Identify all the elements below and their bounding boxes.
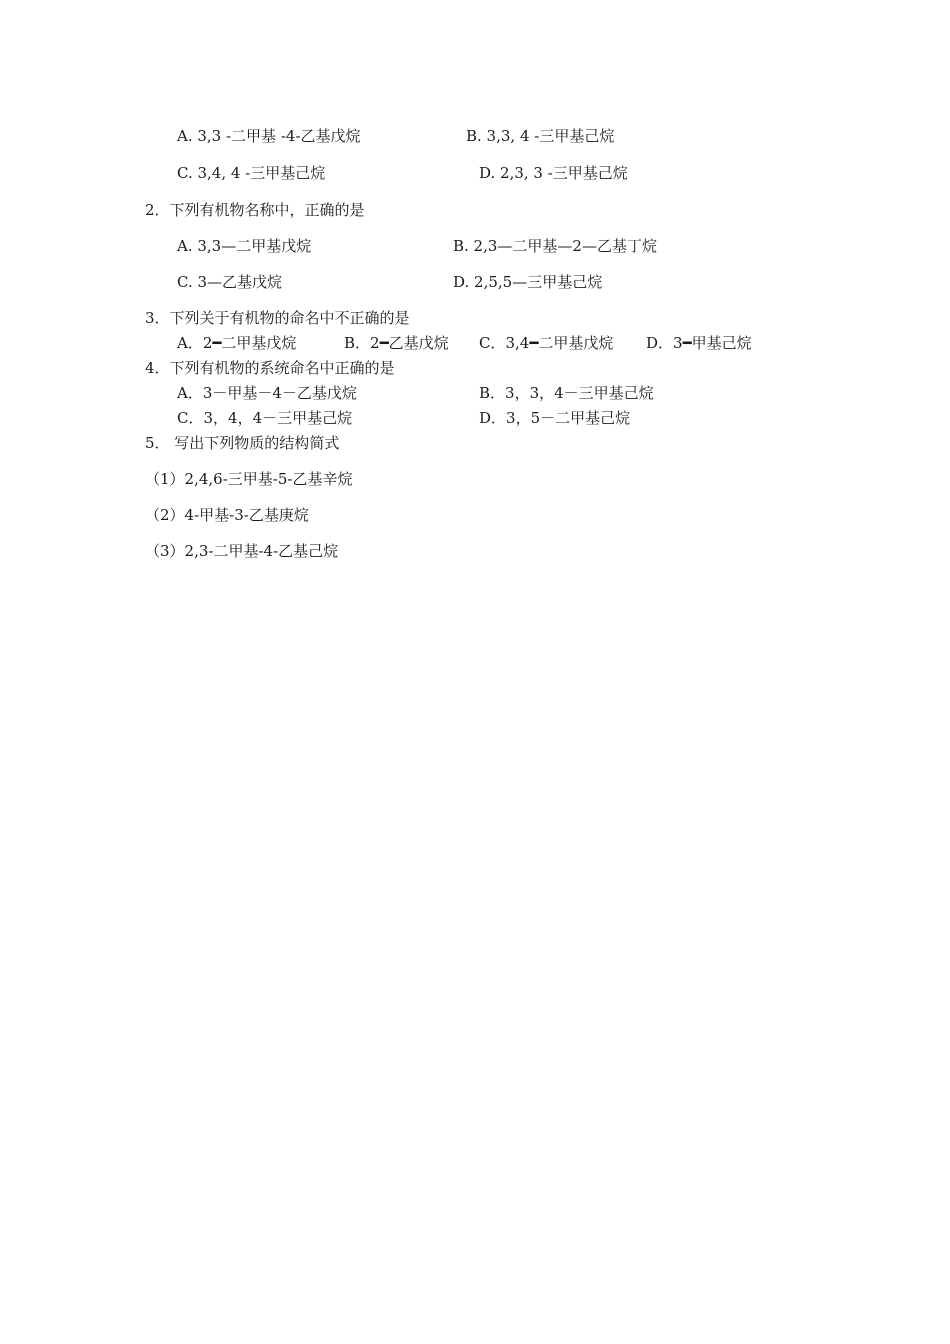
q5-item-1: （1）2,4,6-三甲基-5-乙基辛烷	[145, 470, 353, 488]
q4-option-c: C．3，4，4－三甲基己烷	[177, 409, 353, 427]
q1-option-b: B. 3,3, 4 -三甲基己烷	[466, 127, 615, 145]
q4-option-b: B．3，3，4－三甲基己烷	[479, 384, 654, 402]
q5-stem: 5． 写出下列物质的结构简式	[145, 434, 340, 452]
q2-stem: 2．下列有机物名称中，正确的是	[145, 201, 365, 219]
q1-option-d: D. 2,3, 3 -三甲基己烷	[479, 164, 628, 182]
q2-option-d: D. 2,5,5—三甲基己烷	[453, 273, 603, 291]
q3-stem: 3．下列关于有机物的命名中不正确的是	[145, 309, 410, 327]
q1-option-a: A. 3,3 -二甲基 -4-乙基戊烷	[177, 127, 361, 145]
q4-option-a: A．3－甲基－4－乙基戊烷	[177, 384, 357, 402]
q1-option-c: C. 3,4, 4 -三甲基己烷	[177, 164, 326, 182]
q2-option-c: C. 3—乙基戊烷	[177, 273, 283, 291]
q5-item-2: （2）4-甲基-3-乙基庚烷	[145, 506, 309, 524]
q2-option-b: B. 2,3—二甲基—2—乙基丁烷	[453, 237, 657, 255]
q3-option-c: C．3,4━二甲基戊烷	[479, 334, 614, 352]
q3-option-a: A．2━二甲基戊烷	[177, 334, 297, 352]
q3-option-b: B．2━乙基戊烷	[344, 334, 449, 352]
q3-option-d: D．3━甲基己烷	[646, 334, 752, 352]
q4-stem: 4．下列有机物的系统命名中正确的是	[145, 359, 395, 377]
q4-option-d: D．3，5－二甲基己烷	[479, 409, 631, 427]
q2-option-a: A. 3,3—二甲基戊烷	[177, 237, 312, 255]
q5-item-3: （3）2,3-二甲基-4-乙基己烷	[145, 542, 339, 560]
